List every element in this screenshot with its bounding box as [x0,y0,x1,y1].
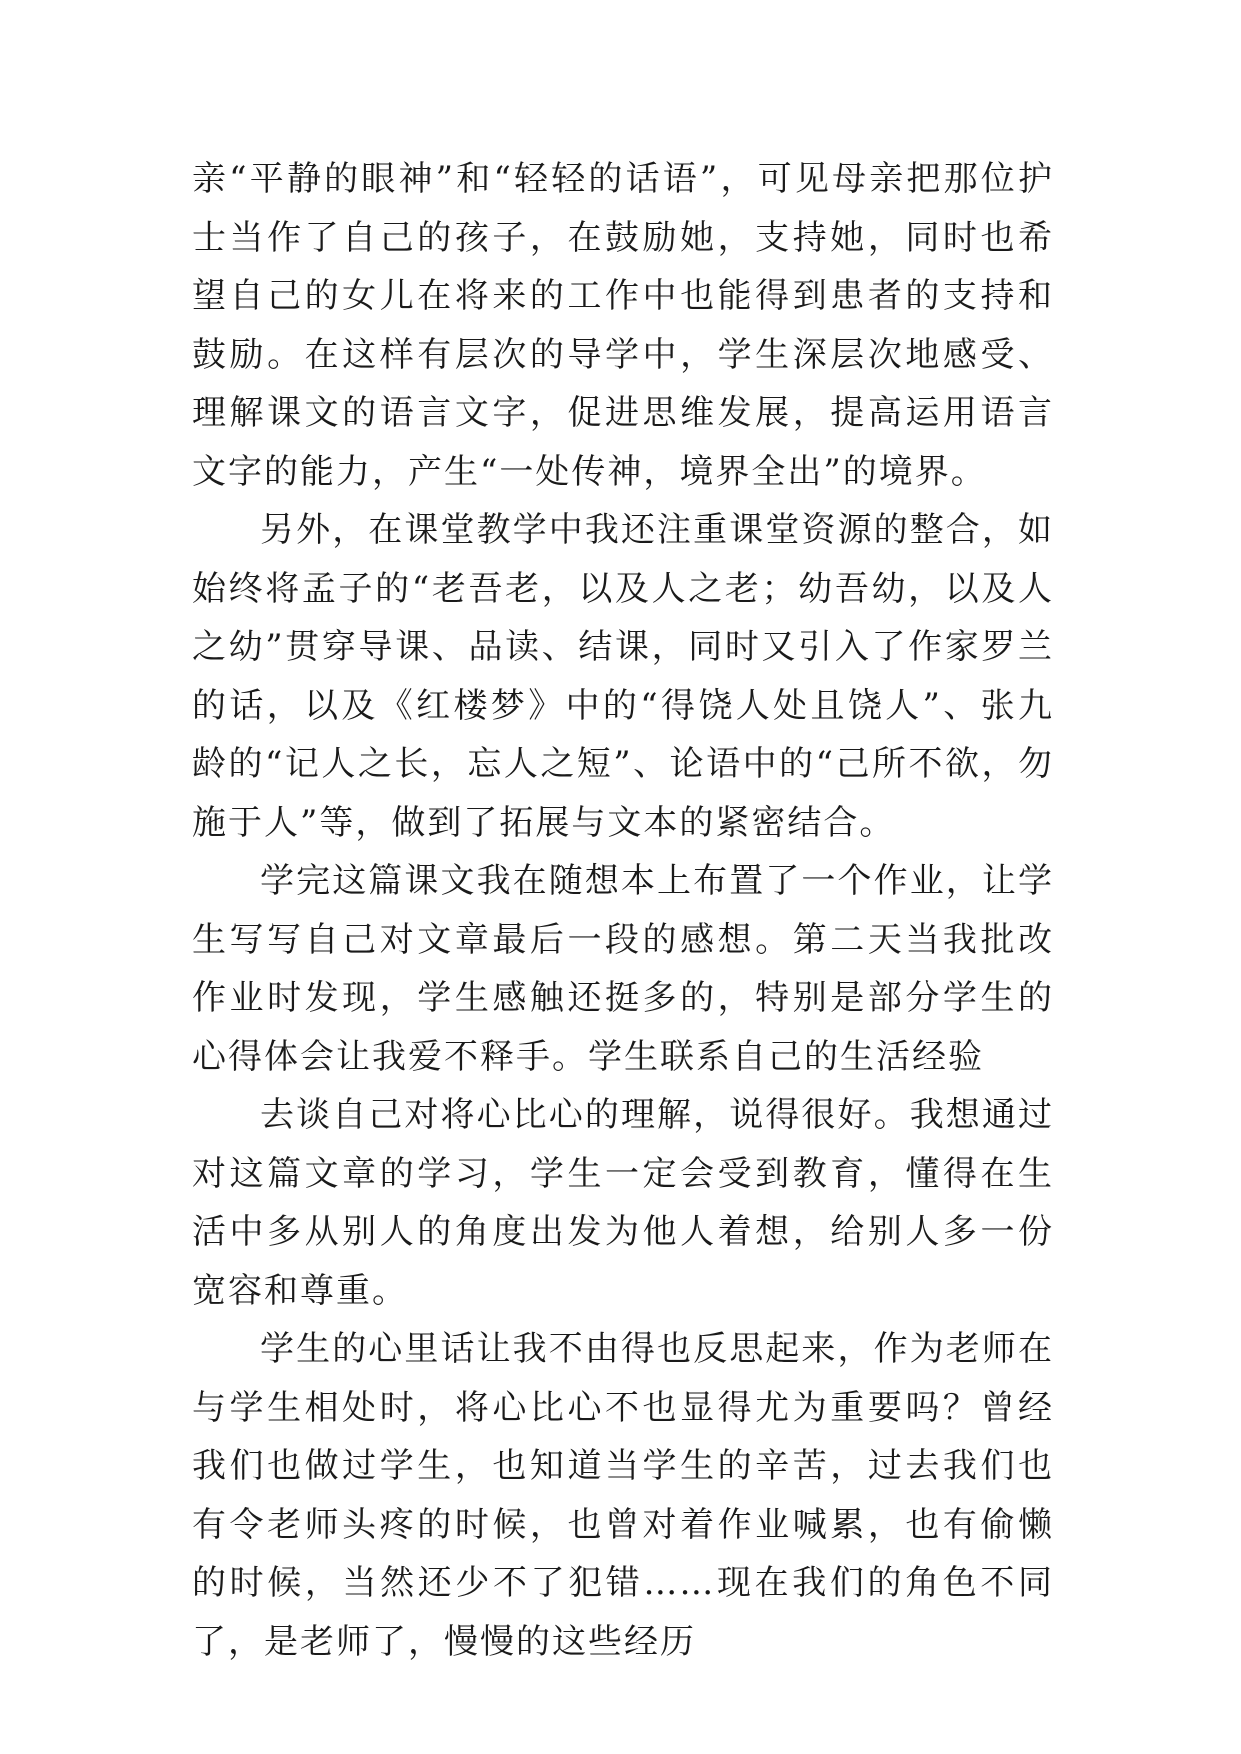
paragraph-4: 去谈自己对将心比心的理解，说得很好。我想通过对这篇文章的学习，学生一定会受到教育，懂得在生活中多从别人的角度出发为他人着想，给别人多一份宽容和尊重。 [192,1095,1054,1311]
paragraph-1: 亲“平静的眼神”和“轻轻的话语”，可见母亲把那位护士当作了自己的孩子，在鼓励她，支持她，同时也希望自己的女儿在将来的工作中也能得到患者的支持和鼓励。在这样有层次的导学中，学生深层次地感受、理解课文的语言文字，促进思维发展，提高运用语言文字的能力，产生“一处传神，境界全出”的境界。 [192,159,1054,492]
document-page [192,150,1054,1671]
paragraph-5: 学生的心里话让我不由得也反思起来，作为老师在与学生相处时，将心比心不也显得尤为重要吗？曾经我们也做过学生，也知道当学生的辛苦，过去我们也有令老师头疼的时候，也曾对着作业喊累，也有偷懒的时候，当然还少不了犯错……现在我们的角色不同了，是老师了，慢慢的这些经历 [192,1329,1054,1662]
paragraph-3: 学完这篇课文我在随想本上布置了一个作业，让学生写写自己对文章最后一段的感想。第二天当我批改作业时发现，学生感触还挺多的，特别是部分学生的心得体会让我爱不释手。学生联系自己的生活经验 [192,861,1054,1077]
paragraph-2: 另外，在课堂教学中我还注重课堂资源的整合，如始终将孟子的“老吾老，以及人之老；幼吾幼，以及人之幼”贯穿导课、品读、结课，同时又引入了作家罗兰的话，以及《红楼梦》中的“得饶人处且饶人”、张九龄的“记人之长，忘人之短”、论语中的“己所不欲，勿施于人”等，做到了拓展与文本的紧密结合。 [192,510,1054,843]
